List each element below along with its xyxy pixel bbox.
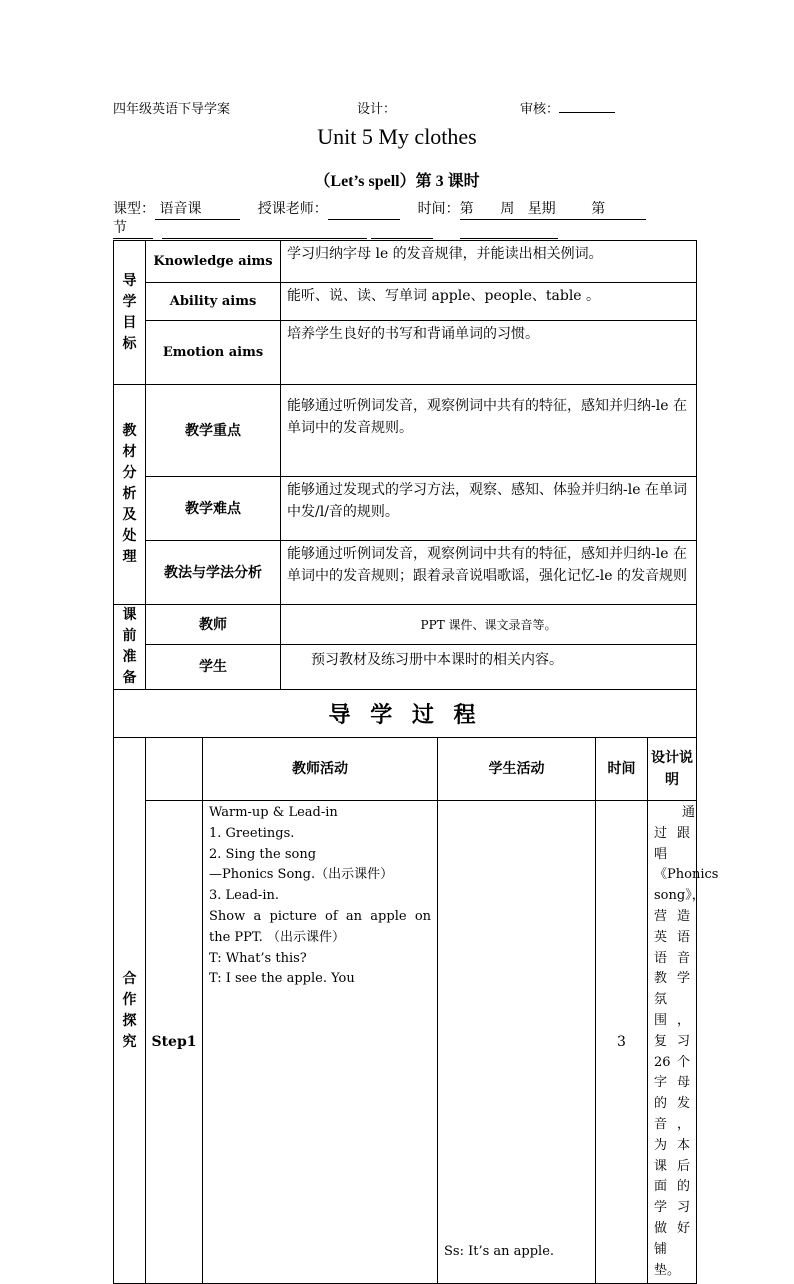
teacher-line: Show a picture of an apple on the PPT. （出示课件）	[209, 908, 432, 945]
blank-line-2	[371, 219, 433, 239]
step1-student-activity: Ss: It’s an apple.	[438, 801, 596, 1284]
teacher-line: 1. Greetings.	[209, 825, 295, 841]
methods-label: 教法与学法分析	[146, 541, 281, 605]
difficulties-label: 教学难点	[146, 477, 281, 541]
header-grade: 四年级英语下导学案	[113, 102, 231, 117]
page-title: Unit 5 My clothes	[317, 124, 477, 149]
weekday-label: 星期	[527, 201, 556, 217]
prep-student-content: 预习教材及练习册中本课时的相关内容。	[281, 645, 697, 690]
section-unit: 节	[113, 220, 127, 236]
emotion-aims-label: Emotion aims	[146, 321, 281, 385]
knowledge-aims-content: 学习归纳字母 le 的发音规律，并能读出相关例词。	[281, 241, 697, 283]
header-design-label: 设计：	[357, 102, 397, 117]
review-underline	[559, 100, 615, 113]
prep-teacher-content: PPT 课件、课文录音等。	[281, 605, 697, 645]
lesson-meta-line2	[113, 219, 703, 239]
week-prefix: 第	[459, 201, 474, 217]
teacher-line: 3. Lead-in.	[209, 888, 279, 904]
process-group-label: 合 作 探 究	[114, 738, 146, 1284]
col-teacher-activity: 教师活动	[203, 738, 438, 801]
header-review-label: 审核：	[520, 102, 560, 117]
time-label: 时间：	[417, 201, 460, 217]
step1-teacher-activity	[203, 801, 438, 1284]
analysis-group-label: 教 材 分 析 及 处 理	[114, 385, 146, 605]
teacher-line: T: What’s this?	[209, 950, 307, 966]
teacher-line: 2. Sing the song	[209, 846, 317, 862]
aims-group-label: 导 学 目 标	[114, 241, 146, 385]
key-points-label: 教学重点	[146, 385, 281, 477]
prep-teacher-label: 教师	[146, 605, 281, 645]
ability-aims-content: 能听、说、读、写单词 apple、people、table 。	[281, 283, 697, 321]
teacher-label: 授课老师：	[257, 201, 328, 217]
step-header-empty	[146, 738, 203, 801]
knowledge-aims-label: Knowledge aims	[146, 241, 281, 283]
type-value: 语音课	[159, 201, 202, 217]
difficulties-content: 能够通过发现式的学习方法，观察、感知、体验并归纳-le 在单词中发/l/音的规则。	[281, 477, 697, 541]
methods-content: 能够通过听例词发音，观察例词中共有的特征，感知并归纳-le 在单词中的发音规则；跟着录音说唱歌谣，强化记忆-le 的发音规则	[281, 541, 697, 605]
step1-time: 3	[596, 801, 648, 1284]
ability-aims-label: Ability aims	[146, 283, 281, 321]
blank-line-3	[460, 219, 558, 239]
teacher-line: Warm-up & Lead-in	[209, 805, 338, 820]
design-note-text: 通过跟唱《Phonics song》，营造英语语音教学氛围，复习 26 个字母的发音，为本课后面的学习做好铺垫。	[654, 805, 719, 1278]
col-time: 时间	[596, 738, 648, 801]
teacher-line: T: I see the apple. You	[209, 971, 355, 987]
lesson-plan-table	[113, 240, 719, 1284]
blank-line-1	[162, 219, 367, 239]
prep-student-label: 学生	[146, 645, 281, 690]
header-review	[520, 98, 615, 117]
type-label: 课型：	[113, 201, 155, 217]
prep-group-label: 课 前 准 备	[114, 605, 146, 690]
lesson-meta	[113, 200, 703, 220]
type-value-field	[155, 200, 240, 220]
key-points-content: 能够通过听例词发音，观察例词中共有的特征，感知并归纳-le 在单词中的发音规则。	[281, 385, 697, 477]
step1-label: Step1	[146, 801, 203, 1284]
step1-design-note	[648, 801, 719, 1284]
process-heading: 导 学 过 程	[114, 690, 697, 738]
section-field	[113, 219, 153, 239]
teacher-blank	[328, 200, 400, 220]
week-unit: 周	[500, 201, 515, 217]
page-subtitle: （Let’s spell）第 3 课时	[314, 173, 480, 190]
section-prefix: 第	[591, 201, 606, 217]
emotion-aims-content: 培养学生良好的书写和背诵单词的习惯。	[281, 321, 697, 385]
col-design-note: 设计说明	[648, 738, 697, 801]
time-field	[460, 200, 646, 220]
teacher-line: —Phonics Song.（出示课件）	[209, 867, 394, 883]
col-student-activity: 学生活动	[438, 738, 596, 801]
